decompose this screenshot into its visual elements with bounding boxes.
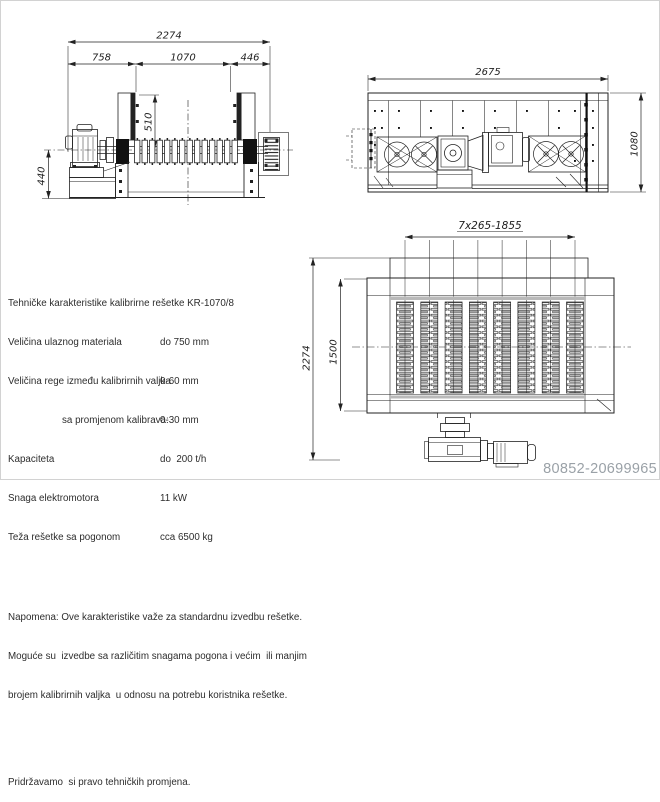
side-view [346,75,646,192]
spec-value: 11 kW [160,493,188,504]
front-dim-left: 758 [91,52,112,64]
plan-view [309,232,631,468]
plan-dim-inner: 1500 [328,339,340,365]
front-dim-mid: 1070 [170,52,196,64]
front-dim-height-drive: 440 [36,166,48,186]
spec-block [8,271,338,802]
side-dim-height: 1080 [629,131,641,157]
spec-title: Tehničke karakteristike kalibrirne rešetke KR-1070/8 [8,298,234,309]
spec-label: Kapaciteta [8,454,55,465]
spec-value: 0-30 mm [160,415,199,426]
side-dim-overall: 2675 [475,67,501,78]
spec-row-weight [8,531,338,544]
spec-value: do 200 t/h [160,454,207,465]
note-line: Moguće su izvedbe sa različitim snagama pogona i većim ili manjim [8,651,307,662]
spec-row-capacity [8,453,338,466]
note-line: brojem kalibrirnih valjka u odnosu na potrebu koristnika rešetke. [8,690,288,701]
spec-label: sa promjenom kalibrava: [62,415,169,426]
spec-row-gap [8,375,338,388]
spec-label: Snaga elektromotora [8,493,99,504]
spec-row-material [8,336,338,349]
spec-value: 0-60 mm [160,376,199,387]
watermark-id: 80852-20699965 [543,461,657,477]
spec-value: cca 6500 kg [160,532,213,543]
front-dim-right: 446 [240,52,260,64]
front-dim-height-inner: 510 [143,112,155,132]
front-dim-overall: 2274 [156,30,182,42]
spec-label: Veličina ulaznog materiala [8,337,122,348]
plan-dim-overall: 2274 [301,345,313,371]
front-view [42,42,293,205]
plan-dim-pitch: 7x265-1855 [458,220,522,232]
spec-value: do 750 mm [160,337,210,348]
rights-note: Pridržavamo si pravo tehničkih promjena. [8,777,191,788]
spec-label: Teža rešetke sa pogonom [8,532,121,543]
spec-label: Veličina rege između kalibrirnih valjka [8,376,171,387]
note-line: Napomena: Ove karakteristike važe za standardnu izvedbu rešetke. [8,612,303,623]
spec-row-power [8,492,338,505]
spec-row-caliber [8,414,338,427]
note-block [8,585,338,728]
